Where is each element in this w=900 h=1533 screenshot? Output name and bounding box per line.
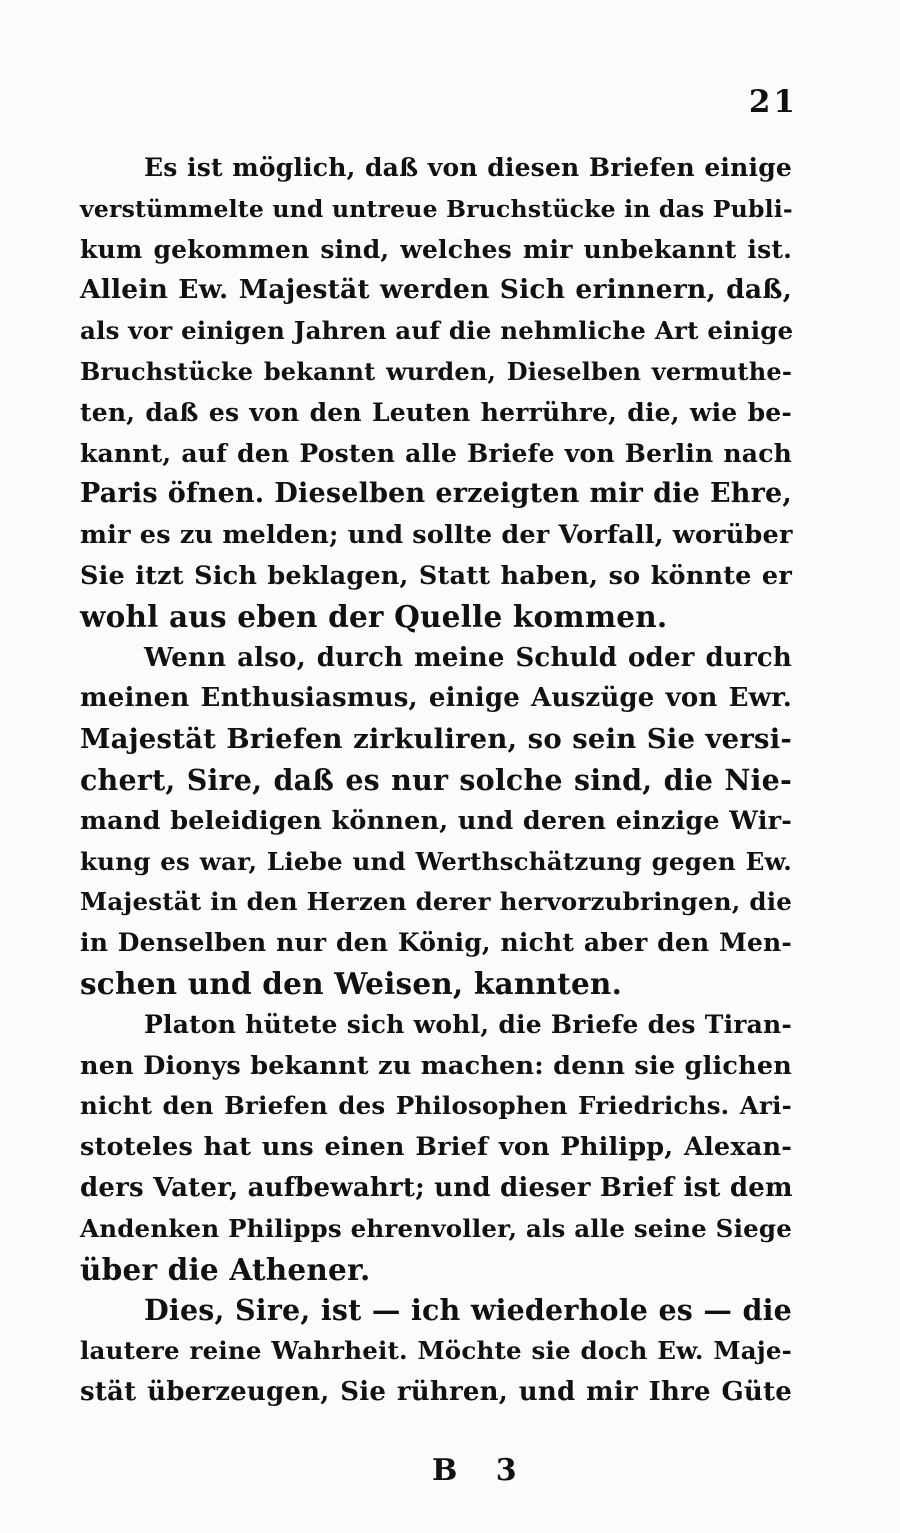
text-line: Dies, Sire, ist — ich wiederhole es — die	[144, 1293, 792, 1328]
printer-signature-mark: B 3	[432, 1453, 531, 1488]
page-number: 21	[748, 84, 798, 120]
text-line: nen Dionys bekannt zu machen: denn sie glichen	[80, 1050, 792, 1081]
text-line: Paris öfnen. Dieselben erzeigten mir die Ehre,	[80, 478, 792, 510]
text-line: Bruchstücke bekannt wurden, Dieselben vermuthe-	[80, 356, 792, 386]
text-line: Sie itzt Sich beklagen, Statt haben, so könnte er	[80, 560, 792, 591]
text-line: über die Athener.	[80, 1251, 371, 1287]
text-line: ders Vater, aufbewahrt; und dieser Brief ist dem	[80, 1172, 793, 1203]
text-line: Majestät Briefen zirkuliren, so sein Sie versi-	[80, 723, 792, 756]
text-line: chert, Sire, daß es nur solche sind, die Nie-	[80, 762, 792, 797]
text-line: Platon hütete sich wohl, die Briefe des Tiran-	[144, 1009, 792, 1039]
text-line: verstümmelte und untreue Bruchstücke in das Publi-	[80, 194, 793, 223]
text-line: als vor einigen Jahren auf die nehmliche Art einige	[80, 316, 794, 346]
text-line: kum gekommen sind, welches mir unbekannt ist.	[80, 234, 792, 264]
text-line: lautere reine Wahrheit. Möchte sie doch Ew. Maje-	[80, 1336, 792, 1366]
text-line: nicht den Briefen des Philosophen Friedrichs. Ari-	[80, 1091, 792, 1121]
text-line: kung es war, Liebe und Werthschätzung gegen Ew.	[80, 846, 792, 876]
text-line: kannt, auf den Posten alle Briefe von Berlin nach	[80, 438, 792, 468]
text-line: meinen Enthusiasmus, einige Auszüge von Ewr.	[80, 683, 792, 714]
text-line: stoteles hat uns einen Brief von Philipp, Alexan-	[80, 1132, 792, 1163]
text-line: stät überzeugen, Sie rühren, und mir Ihre Güte	[80, 1376, 792, 1407]
text-line: mir es zu melden; und sollte der Vorfall, worüber	[80, 520, 793, 551]
text-line: Es ist möglich, daß von diesen Briefen einige	[144, 153, 792, 182]
text-line: Wenn also, durch meine Schuld oder durch	[144, 642, 792, 673]
text-line: wohl aus eben der Quelle kommen.	[80, 598, 668, 634]
text-line: ten, daß es von den Leuten herrühre, die, wie be-	[80, 397, 792, 427]
text-line: mand beleidigen können, und deren einzige Wir-	[80, 805, 792, 836]
body-text	[80, 148, 792, 1413]
text-line: schen und den Weisen, kannten.	[80, 965, 623, 1001]
text-line: Allein Ew. Majestät werden Sich erinnern, daß,	[80, 274, 792, 306]
text-line: Andenken Philipps ehrenvoller, als alle seine Siege	[80, 1213, 792, 1243]
text-line: Majestät in den Herzen derer hervorzubringen, die	[80, 887, 792, 917]
text-line: in Denselben nur den König, nicht aber den Men-	[80, 928, 792, 958]
